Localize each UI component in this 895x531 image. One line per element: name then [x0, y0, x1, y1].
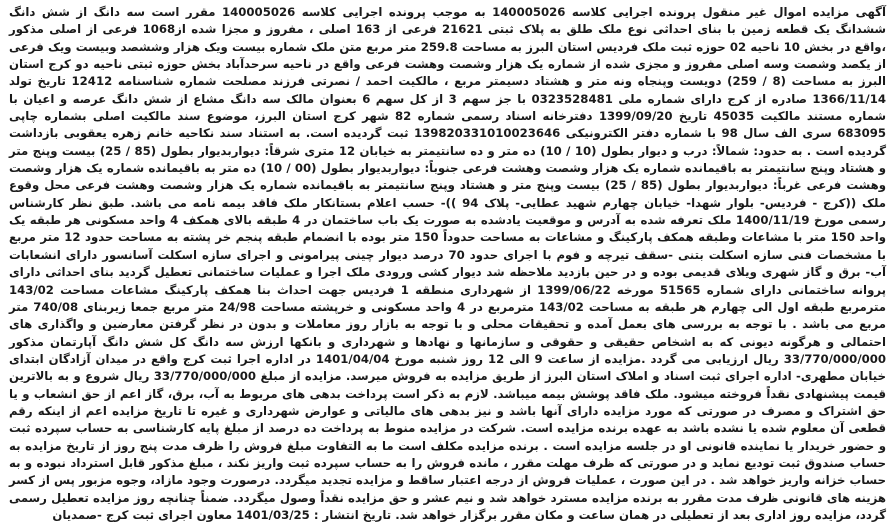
auction-notice-text: آگهی مزایده اموال غیر منقول پرونده اجرایی کلاسه 140005026 به موجب پرونده اجرایی کلاسه 140005026 مقرر است سه دانگ از شش دانگ ششدانگ یک قطعه زمین با بنای احداثی نوع ملک طلق به پلاک ثبتی 21621 فرعی از 163 اصلی ، مفروز و مجزا شده از1068 فرعی از اصلی مذکور ،واقع در بخش 10 ناحیه 02 حوزه ثبت ملک فردیس استان البرز به مساحت 259.8 متر مربع متن ملک شماره بیست ویک هزار وششصد وبیست ویک فرعی از یکصد وشصت وسه اصلی مفروز و مجزی شده از شماره یک هزار وشصت وهشت فرعی واقع در ناحیه سرحدآباد بخش حوزه ثبتی ناحیه دو کرج استان البرز به مساحت (8 / 259) دویست وپنجاه ونه متر و هشتاد دسیمتر مربع ، مالکیت احمد / نصرتی فرزند مصلحت شماره شناسنامه 12412 تاریخ تولد 1366/11/14 صادره از کرج دارای شماره ملی 0323528481 با جز سهم 3 از کل سهم 6 بعنوان مالک سه دانگ مشاع از شش دانگ عرصه و اعیان با شماره مستند مالکیت 45035 تاریخ 1399/09/20 دفترخانه اسناد رسمی شماره 82 شهر کرج استان البرز، موضوع سند مالکیت اصلی بشماره چاپی 683095 سری الف سال 98 با شماره دفتر الکترونیکی 139820331010023646 ثبت گردیده است. به استناد سند نکاحیه خانم زهره یعقوبی بازداشت گردیده است . به حدود: شمالاً: درب و دیوار بطول (10 / 10) ده متر و ده سانتیمتر به خیابان 12 متری شرقاً: دیواربدیوار بطول (85 / 25) بیست وپنج متر و هشتاد وپنج سانتیمتر به باقیمانده شماره یک هزار وشصت وهشت فرعی جنوباً: دیواربدیوار بطول (00 / 10) ده متر به باقیمانده شماره یک هزار وشصت وهشت فرعی غرباً: دیواربدیوار بطول (85 / 25) بیست وپنج متر و هشتاد وپنج سانتیمتر به باقیمانده شماره یک هزار وشصت وهشت فرعی محل وقوع ملک ((کرج - فردیس- بلوار شهدا- خیابان چهارم شهید عطایی- پلاک 94 ))- حسب اعلام بستانکار ملک فاقد بیمه نامه می باشد. طبق نظر کارشناس رسمی مورخ 1400/11/19 ملک تعرفه شده به آدرس و موقعیت یادشده به صورت یک باب ساختمان در 4 طبقه بالای همکف 4 واحد مسکونی هر طبقه یک واحد 150 متر با مشاعات وطبقه همکف پارکینگ و مشاعات به مساحت حدوداً 150 متر بوده با انضمام طبقه پنجم خر پشته به مساحت حدود 12 متر مربع با مشخصات فنی سازه اسکلت بتنی -سقف تیرچه و فوم با اجرای حدود 70 درصد دیوار چینی پیرامونی و اجرای سازه اسکلت آسانسور دارای انشعابات آب- برق و گاز شهری ویلای قدیمی بوده و در حین بازدید ملاحظه شد دیوار کشی ورودی ملک اجرا و عملیات ساختمانی تعطیل گردید بنای احداثی دارای پروانه ساختمانی دارای شماره 51565 مورخه 1399/06/22 از شهرداری منطقه 1 فردیس جهت احداث بنا همکف پارکینگ مشاعات مساحت 143/02 مترمربع طبقه اول الی چهارم هر طبقه به مساحت 143/02 مترمربع در 4 واحد مسکونی و خرپشته مساحت 24/98 متر مربع جمعا زیربنای 740/08 متر مربع می باشد . با توجه به بررسی های بعمل آمده و تحقیقات محلی و با توجه به بازار روز معاملات و بدون در نظر گرفتن معارضین و واگذاری های احتمالی و هرگونه دیونی که به اشخاص حقیقی و حقوقی و سازمانها و نهادها و شهرداری و بانکها ارزش سه دانگ کل شش دانگ آپارتمان مذکور 33/770/000/000 ریال ارزیابی می گردد .مزایده از ساعت 9 الی 12 روز شنبه مورخ 1401/04/04 در اداره اجرا ثبت کرج واقع در میدان آزادگان ابتدای خیابان مطهری- اداره اجرای ثبت اسناد و املاک استان البرز از طریق مزایده به فروش میرسد. مزایده از مبلغ 33/770/000/000 ریال شروع و به بالاترین قیمت پیشنهادی نقداً فروخته میشود. ملک فاقد پوشش بیمه میباشد. لازم به ذکر است پرداخت بدهی های مربوط به آب، برق، گاز اعم از حق انشعاب و یا حق اشتراک و مصرف در صورتی که مورد مزایده دارای آنها باشد و نیز بدهی های مالیاتی و عوارض شهرداری و غیره تا تاریخ مزایده اعم از اینکه رقم قطعی آن معلوم شده یا نشده باشد به عهده برنده مزایده است. شرکت در مزایده منوط به پرداخت ده درصد از مبلغ پایه کارشناسی به حساب سپرده ثبت و حضور خریدار یا نماینده قانونی او در جلسه مزایده است . برنده مزایده مکلف است ما به التفاوت مبلغ فروش را ظرف مدت پنج روز از تاریخ مزایده به حساب صندوق ثبت تودیع نماید و در صورتی که ظرف مهلت مقرر ، مانده فروش را به حساب سپرده ثبت واریز نکند ، مبلغ مذکور قابل استرداد نبوده و به حساب خزانه واریز خواهد شد . در این صورت ، عملیات فروش از درجه اعتبار ساقط و مزایده تجدید میگردد. درصورت وجود مازاد، وجوه مزبور پس از کسر هزینه های قانونی ظرف مدت مقرر به برنده مزایده مسترد خواهد شد و نیم عشر و حق مزایده نقداً وصول میگردد. ضمناً چنانچه روز مزایده تعطیل رسمی گردد، مزایده روز اداری بعد از تعطیلی در همان ساعت و مکان مقرر برگزار خواهد شد. تاریخ انتشار : 1401/03/25 معاون اجرای ثبت کرج -صمدیان	[9, 5, 887, 522]
